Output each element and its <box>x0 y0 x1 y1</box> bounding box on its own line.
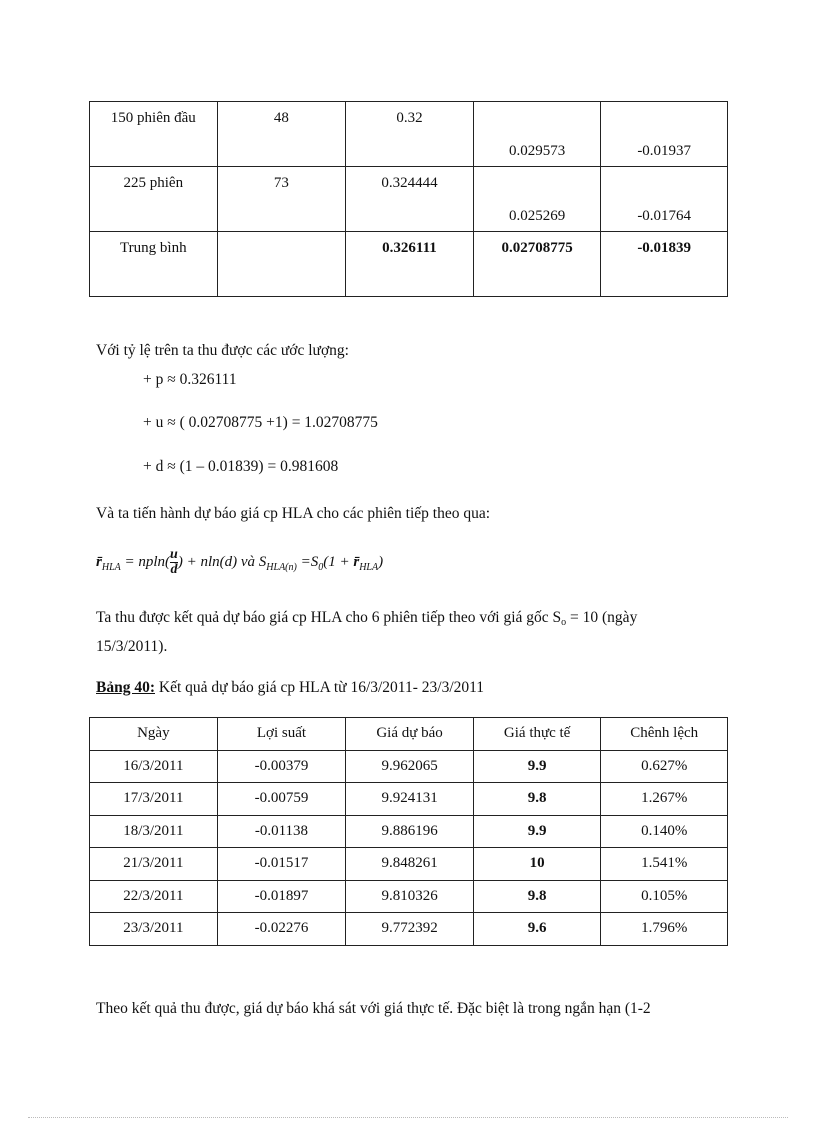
table-row: 23/3/2011 -0.02276 9.772392 9.6 1.796% <box>90 913 728 946</box>
table-caption: Bảng 40: Kết quả dự báo giá cp HLA từ 16/3/2011- 23/3/2011 <box>96 679 485 696</box>
u-over-d-fraction: $\frac{u}{d}$ <box>170 547 178 578</box>
intro-text: Với tỷ lệ trên ta thu được các ước lượng: <box>96 342 349 359</box>
estimate-u: + u ≈ ( 0.02708775 +1) = 1.02708775 <box>143 414 378 431</box>
table-row: 18/3/2011 -0.01138 9.886196 9.9 0.140% <box>90 815 728 848</box>
row-d: -0.01937 <box>637 143 692 159</box>
row-u: 0.029573 <box>508 143 566 159</box>
row-d: -0.01839 <box>637 240 692 256</box>
table-row <box>90 102 728 167</box>
forecast-table <box>89 717 728 946</box>
forecast-formula: $r̄_{HLA} = npln$( $\frac{u}{d}$ ) + nln(d) và $S_{HLA(n)} =S_0(1$ + $r̄_{HLA}$) <box>96 547 384 578</box>
row-label: 150 phiên đầu <box>110 110 196 126</box>
estimation-table <box>89 101 728 297</box>
table-row: 21/3/2011 -0.01517 9.848261 10 1.541% <box>90 848 728 881</box>
row-ratio: 0.32 <box>396 110 423 126</box>
result-paragraph: Ta thu được kết quả dự báo giá cp HLA cho 6 phiên tiếp theo với giá gốc So = 10 (ngày 15/3/2011). <box>96 609 638 655</box>
header-diff: Chênh lệch <box>601 718 728 751</box>
header-actual: Giá thực tế <box>473 718 600 751</box>
row-ratio: 0.324444 <box>381 175 438 191</box>
table-row: 16/3/2011 -0.00379 9.962065 9.9 0.627% <box>90 750 728 783</box>
table-row <box>90 167 728 232</box>
row-count: 48 <box>273 110 289 126</box>
table-row: 17/3/2011 -0.00759 9.924131 9.8 1.267% <box>90 783 728 816</box>
row-u: 0.02708775 <box>501 240 573 256</box>
header-date: Ngày <box>90 718 218 751</box>
row-label: 225 phiên <box>123 175 184 191</box>
page-bottom-divider <box>28 1117 788 1118</box>
estimate-d: + d ≈ (1 – 0.01839) = 0.981608 <box>143 458 339 475</box>
row-label: Trung bình <box>120 240 187 256</box>
conclusion-text: Theo kết quả thu được, giá dự báo khá sát với giá thực tế. Đặc biệt là trong ngắn hạn (1-2 <box>96 1000 651 1017</box>
forecast-intro: Và ta tiến hành dự báo giá cp HLA cho các phiên tiếp theo qua: <box>96 505 491 522</box>
header-forecast: Giá dự báo <box>346 718 474 751</box>
table-row-average <box>90 232 728 297</box>
row-count: 73 <box>273 175 289 191</box>
row-u: 0.025269 <box>508 208 566 224</box>
estimate-p: + p ≈ 0.326111 <box>143 371 237 388</box>
header-return: Lợi suất <box>217 718 346 751</box>
row-ratio: 0.326111 <box>382 240 437 256</box>
table-header-row <box>90 718 728 751</box>
table-row: 22/3/2011 -0.01897 9.810326 9.8 0.105% <box>90 880 728 913</box>
row-d: -0.01764 <box>637 208 692 224</box>
